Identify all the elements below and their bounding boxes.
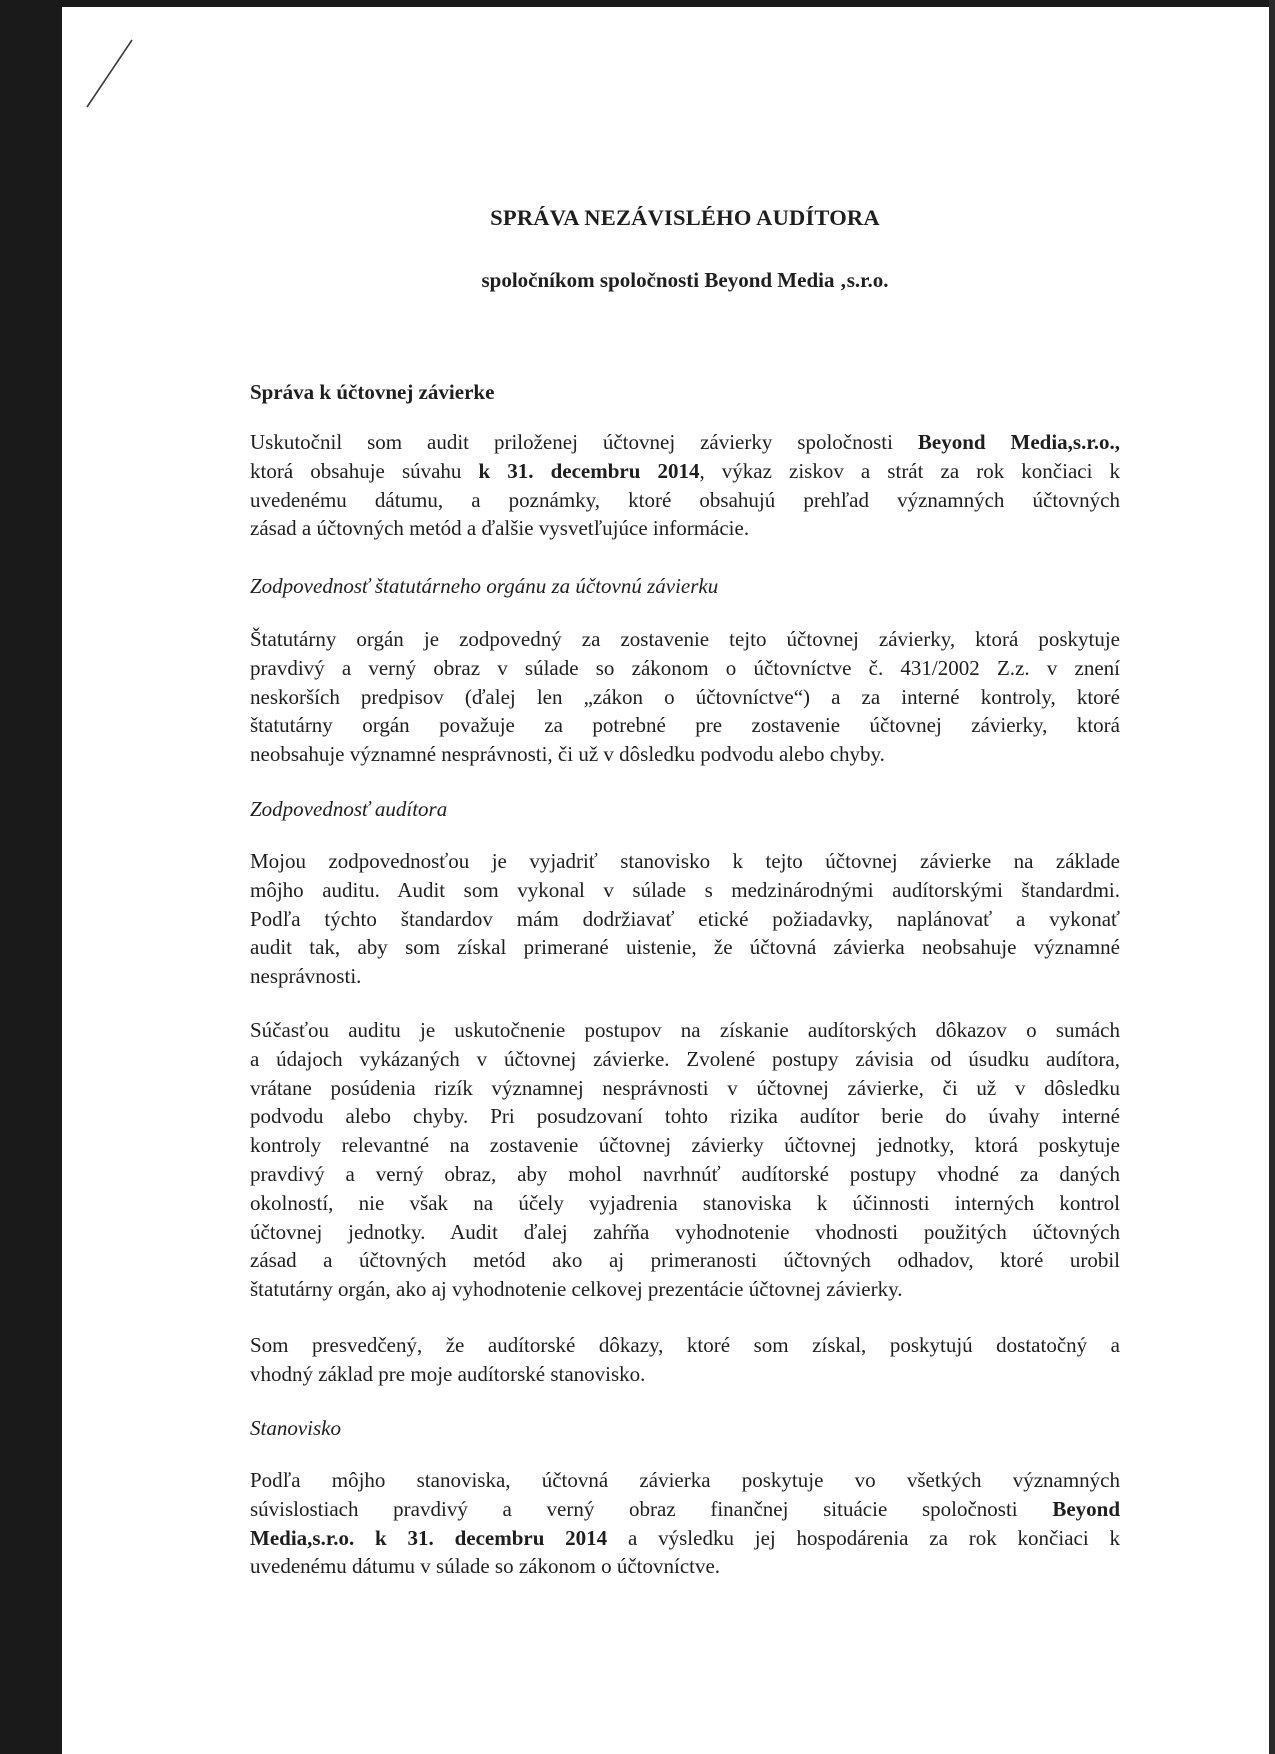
text-line: podvodu alebo chyby. Pri posudzovaní tohto rizika audítor berie do úvahy interné (250, 1104, 1120, 1129)
scan-left-border (0, 0, 62, 1754)
text-line: zásad a účtovných metód ako aj primeranosti účtovných odhadov, ktoré urobil (250, 1248, 1120, 1273)
report-subtitle: spoločníkom spoločnosti Beyond Media ‚s.r.o. (481, 268, 889, 292)
text-line: okolností, nie však na účely vyjadrenia stanoviska k účinnosti interných kontrol (250, 1190, 1120, 1215)
text-line (250, 457, 1120, 486)
text-line: a údajoch vykázaných v účtovnej závierke. Zvolené postupy závisia od úsudku audítora, (250, 1046, 1120, 1071)
scan-right-border (1269, 0, 1275, 1754)
text-line: uvedenému dátumu v súlade so zákonom o účtovníctve. (250, 1554, 721, 1579)
text-line (250, 1495, 1120, 1524)
text-run: ktorá obsahuje súvahu (250, 458, 479, 483)
text-line: vhodný základ pre moje audítorské stanovisko. (250, 1361, 646, 1386)
text-run: Uskutočnil som audit priloženej účtovnej závierky spoločnosti (250, 430, 918, 454)
text-line: štatutárny orgán považuje za potrebné pre zostavenie účtovnej závierky, ktorá (250, 713, 1120, 738)
text-line: nesprávnosti. (250, 964, 362, 989)
text-line: neskorších predpisov (ďalej len „zákon o účtovníctve“) a za interné kontroly, ktoré (250, 684, 1120, 709)
text-line: vrátane posúdenia rizík významnej nesprávnosti v účtovnej závierke, či už v dôsledku (250, 1075, 1120, 1100)
paragraph-opinion (250, 1466, 1120, 1581)
text-line: zásad a účtovných metód a ďalšie vysvetľujúce informácie. (250, 516, 750, 541)
text-line: účtovnej jednotky. Audit ďalej zahŕňa vyhodnotenie vhodnosti použitých účtovných (250, 1219, 1120, 1244)
text-line: Podľa týchto štandardov mám dodržiavať etické požiadavky, naplánovať a vykonať (250, 906, 1120, 931)
text-line: audit tak, aby som získal primerané uistenie, že účtovná závierka neobsahuje významné (250, 935, 1120, 960)
text-line (250, 1524, 1120, 1553)
text-line: pravdivý a verný obraz, aby mohol navrhnúť audítorské postupy vhodné za daných (250, 1161, 1120, 1186)
text-line: Súčasťou auditu je uskutočnenie postupov na získanie audítorských dôkazov o sumách (250, 1018, 1120, 1042)
subheading-opinion: Stanovisko (250, 1416, 341, 1440)
text-line: Som presvedčený, že audítorské dôkazy, ktoré som získal, poskytujú dostatočný a (250, 1333, 1120, 1357)
text-line: Mojou zodpovednosťou je vyjadriť stanovisko k tejto účtovnej závierke na základe (250, 849, 1120, 873)
section-heading: Správa k účtovnej závierke (250, 380, 495, 404)
company-name-bold: Beyond Media,s.r.o., (917, 430, 1120, 454)
paragraph-evidence (250, 1331, 1120, 1389)
text-line: pravdivý a verný obraz v súlade so zákonom o účtovníctve č. 431/2002 Z.z. v znení (250, 655, 1120, 680)
text-line: štatutárny orgán, ako aj vyhodnotenie celkovej prezentácie účtovnej závierky. (250, 1277, 903, 1302)
text-line: Štatutárny orgán je zodpovedný za zostavenie tejto účtovnej závierky, ktorá poskytuje (250, 627, 1120, 651)
paragraph-intro (250, 428, 1120, 543)
text-run: , výkaz ziskov a strát za rok končiaci k (699, 458, 1121, 483)
text-run: súvislostiach pravdivý a verný obraz finančnej situácie spoločnosti (250, 1496, 1053, 1521)
text-line: uvedenému dátumu, a poznámky, ktoré obsahujú prehľad významných účtovných (250, 487, 1120, 512)
paragraph-statutory-responsibility (250, 625, 1120, 769)
subheading-auditor-responsibility: Zodpovednosť audítora (250, 797, 448, 821)
text-line: môjho auditu. Audit som vykonal v súlade s medzinárodnými audítorskými štandardmi. (250, 877, 1120, 902)
scan-top-border (62, 0, 1275, 7)
report-title: SPRÁVA NEZÁVISLÉHO AUDÍTORA (490, 205, 880, 230)
paragraph-audit-procedures (250, 1016, 1120, 1304)
text-line: Podľa môjho stanoviska, účtovná závierka poskytuje vo všetkých významných (250, 1468, 1120, 1492)
pen-mark-slash (80, 38, 140, 110)
company-name-bold: Beyond (1052, 1496, 1120, 1521)
text-line: kontroly relevantné na zostavenie účtovnej závierky účtovnej jednotky, ktorá poskytuje (250, 1133, 1120, 1158)
company-date-bold: Media,s.r.o. k 31. decembru 2014 (250, 1525, 608, 1550)
subheading-statutory-responsibility: Zodpovednosť štatutárneho orgánu za účtovnú závierku (250, 574, 719, 598)
date-bold: k 31. decembru 2014 (478, 458, 700, 483)
paragraph-auditor-responsibility (250, 847, 1120, 991)
text-run: a výsledku jej hospodárenia za rok končiaci k (607, 1525, 1120, 1550)
text-line (250, 428, 1120, 457)
text-line: neobsahuje významné nesprávnosti, či už v dôsledku podvodu alebo chyby. (250, 742, 885, 767)
